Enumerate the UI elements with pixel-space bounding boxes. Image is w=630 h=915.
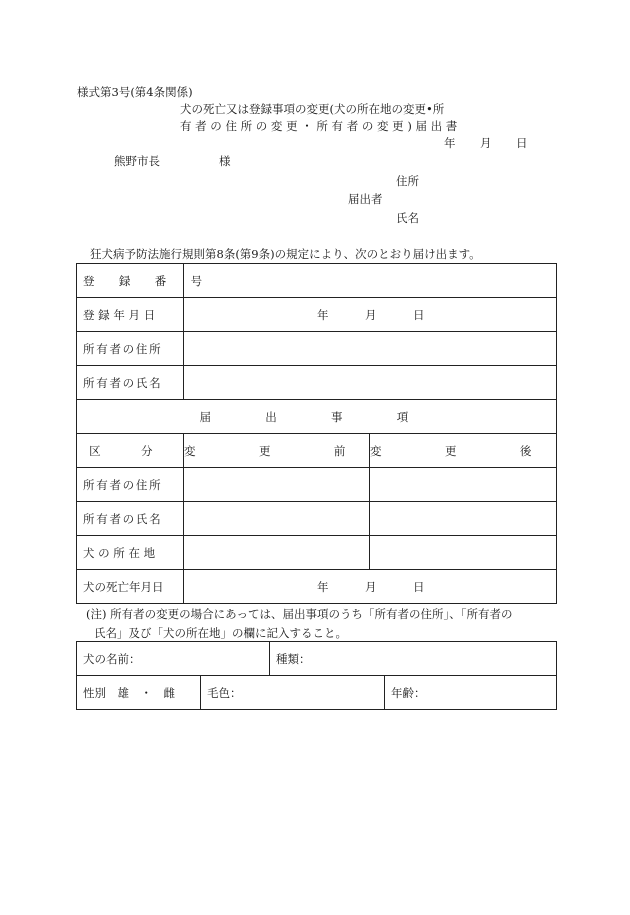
reg-date-year: 年: [317, 308, 329, 322]
intro-text: 狂犬病予防法施行規則第8条(第9条)の規定により、次のとおり届け出ます。: [90, 247, 481, 261]
addressee: 熊野市長: [114, 154, 160, 168]
table-row: [77, 570, 557, 604]
breed-field[interactable]: 種類：: [270, 642, 557, 676]
name-label: 氏名: [396, 211, 419, 225]
table-row: [77, 642, 557, 676]
table-row: [77, 502, 557, 536]
row-label-death-date: 犬の死亡年月日: [77, 570, 184, 604]
row-label-owner-name: 所有者の氏名: [77, 366, 184, 400]
death-date-year: 年: [317, 580, 329, 594]
death-date-day: 日: [413, 580, 425, 594]
dog-info-table: [76, 641, 557, 710]
section-title: 届 出 事 項: [77, 400, 557, 434]
col-header-category: 区 分: [77, 434, 184, 468]
form-title-line1: 犬の死亡又は登録事項の変更(犬の所在地の変更•所: [180, 102, 445, 116]
owner-name-field[interactable]: [184, 366, 557, 400]
reg-no-field[interactable]: [184, 264, 557, 298]
table-row: [77, 298, 557, 332]
sex-field[interactable]: 性別 雄 ・ 雌: [77, 676, 201, 710]
table-row: [77, 400, 557, 434]
change-label-name: 所有者の氏名: [77, 502, 184, 536]
col-header-before: 変 更 前: [184, 434, 370, 468]
col-header-after: 変 更 後: [370, 434, 557, 468]
form-title-line2: 有 者 の 住 所 の 変 更 ・ 所 有 者 の 変 更 ) 届 出 書: [180, 119, 458, 133]
reg-date-month: 月: [365, 308, 377, 322]
age-field[interactable]: 年齢：: [385, 676, 557, 710]
row-label-reg-date: 登録年月日: [77, 298, 184, 332]
note-line1: (注) 所有者の変更の場合にあっては、届出事項のうち「所有者の住所」、「所有者の: [86, 607, 513, 621]
location-before-field[interactable]: [184, 536, 370, 570]
death-date-field[interactable]: [184, 570, 557, 604]
address-after-field[interactable]: [370, 468, 557, 502]
address-label: 住所: [396, 174, 419, 188]
death-date-month: 月: [365, 580, 377, 594]
table-row: [77, 434, 557, 468]
date-day: 日: [516, 136, 528, 150]
table-row: [77, 536, 557, 570]
dog-name-field[interactable]: 犬の名前：: [77, 642, 270, 676]
address-before-field[interactable]: [184, 468, 370, 502]
form-number: 様式第3号(第4条関係): [77, 85, 193, 99]
owner-address-field[interactable]: [184, 332, 557, 366]
table-row: [77, 332, 557, 366]
honorific: 様: [219, 154, 231, 168]
reg-date-field[interactable]: [184, 298, 557, 332]
reg-date-day: 日: [413, 308, 425, 322]
date-year: 年: [444, 136, 456, 150]
table-row: [77, 366, 557, 400]
date-month: 月: [480, 136, 492, 150]
table-row: [77, 468, 557, 502]
coat-color-field[interactable]: 毛色：: [201, 676, 385, 710]
row-label-reg-no: 登 録 番 号: [77, 264, 184, 298]
row-label-owner-address: 所有者の住所: [77, 332, 184, 366]
name-after-field[interactable]: [370, 502, 557, 536]
location-after-field[interactable]: [370, 536, 557, 570]
notifier-label: 届出者: [348, 192, 383, 206]
name-before-field[interactable]: [184, 502, 370, 536]
table-row: [77, 676, 557, 710]
table-row: [77, 264, 557, 298]
change-label-address: 所有者の住所: [77, 468, 184, 502]
change-label-location: 犬 の 所 在 地: [77, 536, 184, 570]
note-line2: 氏名」及び「犬の所在地」の欄に記入すること。: [94, 626, 347, 640]
notification-table: [76, 263, 562, 604]
